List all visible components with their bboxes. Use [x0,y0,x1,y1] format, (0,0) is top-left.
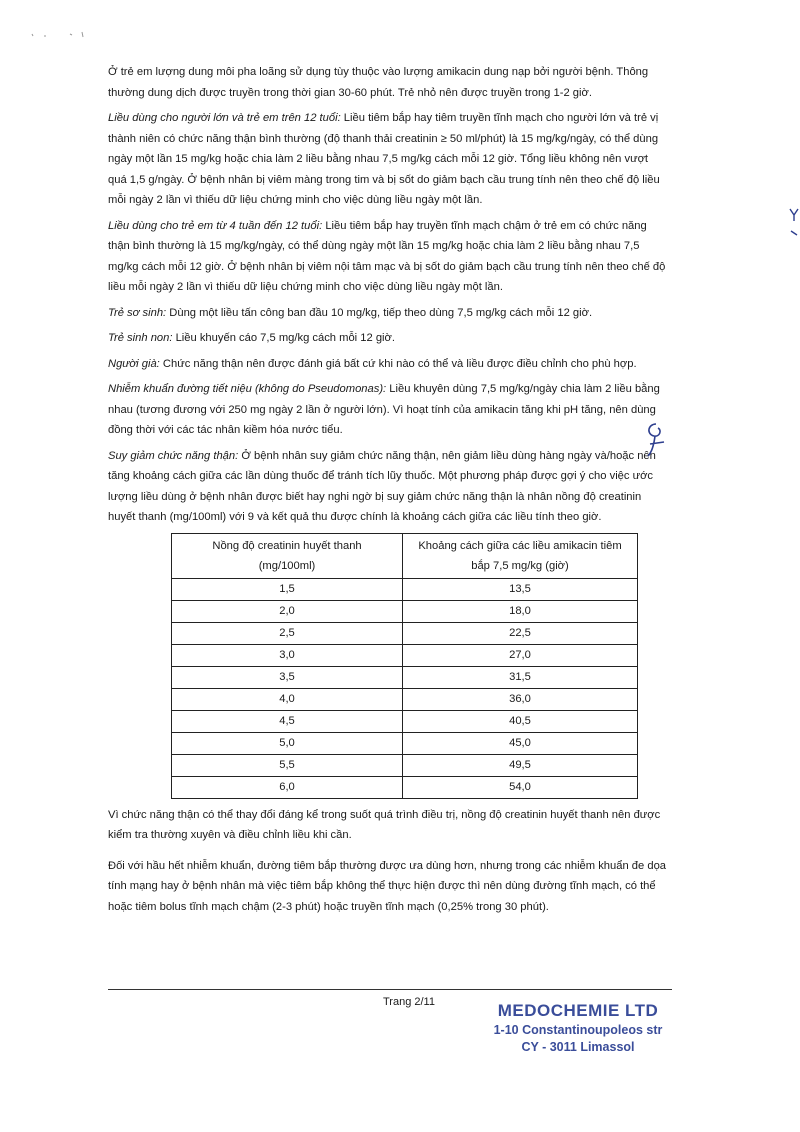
creatinine-cell: 3,0 [172,644,403,666]
table-row [172,622,638,644]
creatinine-cell: 2,5 [172,622,403,644]
table-row [172,600,638,622]
interval-cell: 31,5 [403,666,638,688]
paragraph-uti [108,379,668,441]
interval-cell: 18,0 [403,600,638,622]
interval-cell: 54,0 [403,776,638,798]
paragraph-child-dose [108,216,668,298]
interval-cell: 45,0 [403,732,638,754]
stamp-address-line2: CY - 3011 Limassol [521,1040,635,1054]
paragraph-lead: Liều dùng cho người lớn và trẻ em trên 12 tuổi: [108,112,341,124]
paragraph-text: Liều tiêm bắp hay truyền tĩnh mạch chậm ở trẻ em có chức năng thận bình thường là 15 mg/kg/ngày, có thể dùng ngày một lần 15 mg/kg hoặc chia làm 2 liều bằng nhau 7,5 mg/kg cách mỗi 12 giờ. Ở bệnh nhân bị viêm nội tâm mạc và bị sốt do giảm bạch cầu trung tính nên theo chế độ liều mỗi ngày 2 lần vì thiếu dữ liệu chứng minh cho việc dùng liều ngày một lần. [108,219,666,293]
table-row [172,688,638,710]
creatinine-cell: 1,5 [172,578,403,600]
table-row [172,644,638,666]
header-line: Nồng độ creatinin huyết thanh [212,539,362,552]
header-line: bắp 7,5 mg/kg (giờ) [471,559,569,572]
page-number: Trang 2/11 [383,996,435,1008]
creatinine-cell: 4,0 [172,688,403,710]
handwritten-signature-mark [642,420,668,458]
edge-ink-mark [788,205,800,245]
stamp-company: MEDOCHEMIE LTD [497,1001,659,1020]
paragraph-text: Dùng một liều tấn công ban đầu 10 mg/kg, tiếp theo dùng 7,5 mg/kg cách mỗi 12 giờ. [166,306,593,319]
header-interval [403,533,638,578]
creatinine-cell: 4,5 [172,710,403,732]
scan-speck-mark [30,28,90,42]
company-stamp [488,1001,668,1056]
header-line: (mg/100ml) [258,559,316,572]
paragraph-text: Chức năng thận nên được đánh giá bất cứ khi nào có thể và liều được điều chỉnh cho phù hợp. [159,357,637,370]
stamp-address-line1: 1-10 Constantinoupoleos str [493,1023,663,1037]
interval-cell: 13,5 [403,578,638,600]
creatinine-cell: 5,5 [172,754,403,776]
document-body [108,62,668,922]
table-row [172,732,638,754]
creatinine-cell: 6,0 [172,776,403,798]
dosing-interval-table [171,533,638,799]
paragraph-elderly [108,354,668,375]
paragraph-lead: Trẻ sơ sinh: [108,306,167,319]
paragraph-lead: Người già: [108,357,160,370]
creatinine-cell: 2,0 [172,600,403,622]
paragraph-lead: Suy giảm chức năng thận: [108,449,239,462]
table-row [172,666,638,688]
paragraph-route: Đối với hầu hết nhiễm khuẩn, đường tiêm bắp thường được ưa dùng hơn, nhưng trong các nhiễm khuẩn đe dọa tính mạng hay ở bệnh nhân mà việc tiêm bắp không thể thực hiện được thì nên dùng đường tĩnh mạch, có thể hoặc tiêm bolus tĩnh mạch chậm (2-3 phút) hoặc truyền tĩnh mạch (0,25% trong 30 phút). [108,859,667,913]
interval-cell: 22,5 [403,622,638,644]
interval-cell: 40,5 [403,710,638,732]
table-row [172,578,638,600]
paragraph-renal-impairment [108,446,668,528]
interval-cell: 27,0 [403,644,638,666]
creatinine-cell: 5,0 [172,732,403,754]
header-line: Khoảng cách giữa các liều amikacin tiêm [418,539,622,552]
paragraph-text: Liều khuyên dùng 7,5 mg/kg/ngày chia làm 2 liều bằng nhau (tương đương với 250 mg ngày 2 lần ở người lớn). Vì hoạt tính của amikacin tăng khi pH tăng, nên dùng đồng thời với các tác nhân kiềm hóa nước tiểu. [108,383,660,436]
table-row [172,776,638,798]
table-row [172,710,638,732]
paragraph-adult-dose [108,108,668,211]
paragraph-monitoring: Vì chức năng thận có thể thay đổi đáng kể trong suốt quá trình điều trị, nồng độ creatinin huyết thanh nên được kiểm tra thường xuyên và điều chỉnh liều khi cần. [108,808,661,841]
interval-cell: 36,0 [403,688,638,710]
creatinine-cell: 3,5 [172,666,403,688]
paragraph-text: Ở trẻ em lượng dung môi pha loãng sử dụng tùy thuộc vào lượng amikacin dung nạp bởi người bệnh. Thông thường dung dịch được truyền trong thời gian 30-60 phút. Trẻ nhỏ nên được truyền trong 1-2 giờ. [108,66,649,99]
paragraph-dilution [108,62,668,103]
table-header-row [172,533,638,578]
paragraph-text: Ở bệnh nhân suy giảm chức năng thận, nên giảm liều dùng hàng ngày và/hoặc nên tăng khoảng cách giữa các lần dùng thuốc để tránh tích lũy thuốc. Một phương pháp được gợi ý cho việc ước lượng liều dùng ở bệnh nhân được biết hay nghi ngờ bị suy giảm chức năng thận là nhân nồng độ creatinin huyết thanh (mg/100ml) với 9 và kết quả thu được chính là khoảng cách giữa các liều tính theo giờ. [108,449,656,523]
header-creatinine [172,533,403,578]
footer-divider [108,989,672,990]
paragraph-text: Liều khuyến cáo 7,5 mg/kg cách mỗi 12 giờ. [172,332,395,344]
paragraph-lead: Nhiễm khuẩn đường tiết niệu (không do Pseudomonas): [108,383,387,395]
interval-cell: 49,5 [403,754,638,776]
paragraph-premature [108,328,668,349]
paragraph-lead: Liều dùng cho trẻ em từ 4 tuần đến 12 tuổi: [108,219,323,232]
table-row [172,754,638,776]
paragraph-newborn [108,303,668,324]
paragraph-lead: Trẻ sinh non: [108,332,173,344]
paragraph-text: Liều tiêm bắp hay tiêm truyền tĩnh mạch cho người lớn và trẻ vị thành niên có chức năng thận bình thường (độ thanh thải creatinin ≥ 50 ml/phút) là 15 mg/kg/ngày, có thể dùng ngày một lần 15 mg/kg hoặc chia làm 2 liều bằng nhau 7,5 mg/kg cách mỗi 12 giờ. Tổng liều không nên vượt quá 1,5 g/ngày. Ở bệnh nhân bị viêm màng trong tim và bị sốt do giảm bạch cầu trung tính nên theo chế độ liều mỗi ngày 2 lần vì thiếu dữ liệu chứng minh cho việc dùng liều ngày một lần. [108,112,660,206]
